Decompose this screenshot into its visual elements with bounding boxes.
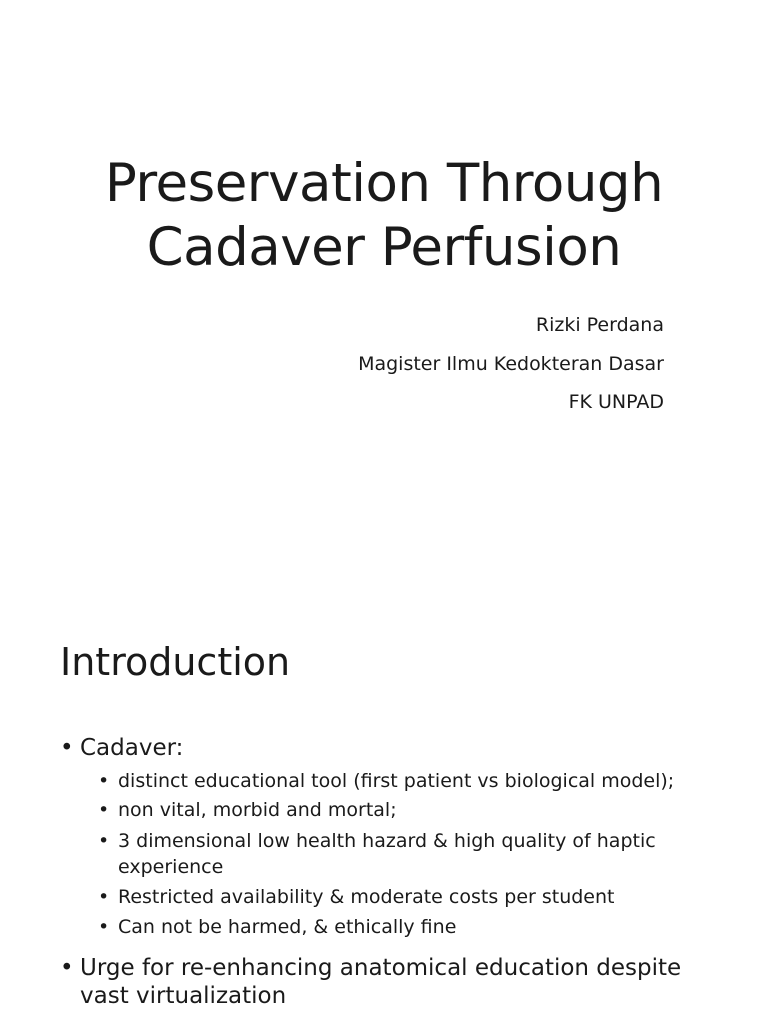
- institution-name: FK UNPAD: [568, 391, 664, 413]
- title-line-1: Preservation Through: [104, 153, 664, 214]
- bullet-marker: •: [98, 830, 110, 852]
- bullet-text: Cadaver:: [80, 735, 184, 761]
- bullet-item: [60, 734, 730, 762]
- sub-bullet-text: non vital, morbid and mortal;: [118, 799, 397, 821]
- bullet-marker: •: [60, 955, 74, 981]
- bullet-marker: •: [98, 916, 110, 938]
- sub-bullet-item: [98, 885, 718, 910]
- bullet-item: [60, 954, 730, 982]
- sub-bullet-text: Can not be harmed, & ethically fine: [118, 916, 457, 938]
- bullet-text: Urge for re-enhancing anatomical education despite: [80, 955, 682, 981]
- program-name: Magister Ilmu Kedokteran Dasar: [358, 352, 664, 375]
- sub-bullet-item: [98, 915, 718, 940]
- sub-bullet-item: [98, 769, 718, 794]
- title-line-2: Cadaver Perfusion: [146, 217, 622, 278]
- bullet-marker: •: [98, 770, 110, 792]
- sub-bullet-text: 3 dimensional low health hazard & high quality of haptic: [118, 830, 656, 852]
- bullet-marker: •: [98, 886, 110, 908]
- bullet-text: vast virtualization: [80, 983, 287, 1009]
- sub-bullet-continuation: [98, 855, 718, 880]
- section-heading: Introduction: [60, 640, 291, 684]
- bullet-continuation: [60, 982, 730, 1010]
- sub-bullet-item: [98, 829, 718, 854]
- bullet-marker: •: [98, 799, 110, 821]
- slide-subtitle: [358, 306, 664, 422]
- sub-bullet-item: [98, 798, 718, 823]
- slide-title: [40, 152, 728, 280]
- bullet-marker: •: [60, 735, 74, 761]
- author-name: Rizki Perdana: [535, 314, 664, 336]
- sub-bullet-text: Restricted availability & moderate costs per student: [118, 886, 615, 908]
- sub-bullet-text: experience: [118, 856, 224, 878]
- sub-bullet-text: distinct educational tool (first patient vs biological model);: [118, 770, 675, 792]
